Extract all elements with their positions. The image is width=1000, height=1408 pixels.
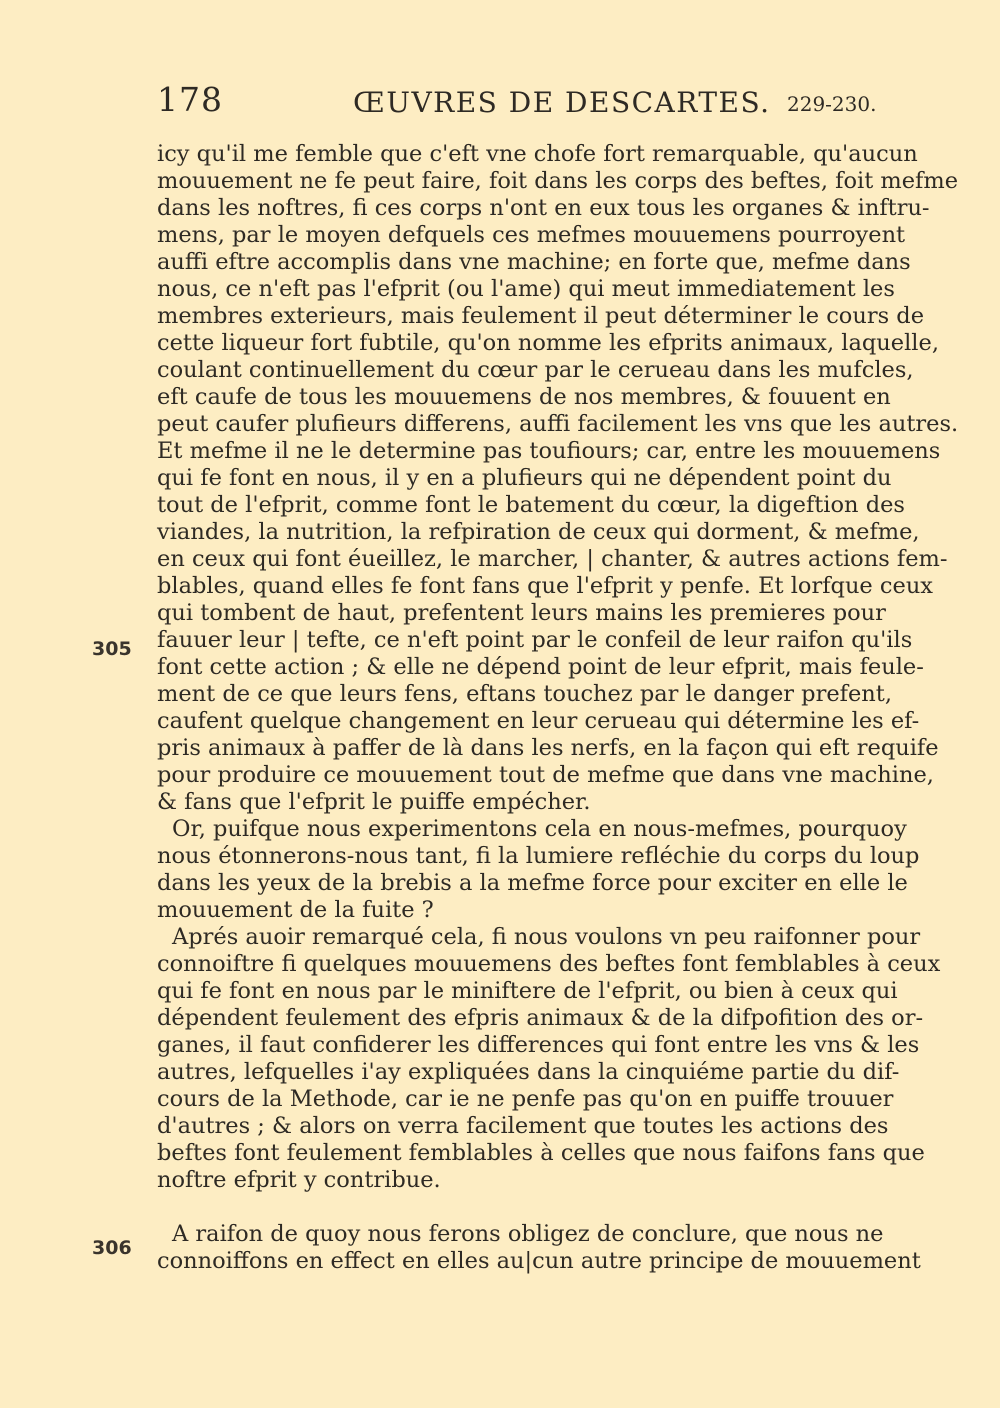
text-line: Aprés auoir remarqué cela, fi nous voulons vn peu raifonner pour [172,924,921,950]
text-line: membres exterieurs, mais feulement il peut déterminer le cours de [157,303,925,329]
text-line: viandes, la nutrition, la refpiration de ceux qui dorment, & mefme, [157,519,920,545]
text-line: nous étonnerons-nous tant, fi la lumiere refléchie du corps du loup [157,843,920,869]
text-line: qui fe font en nous par le miniftere de l'efprit, ou bien à ceux qui [157,978,898,1004]
text-line: Et mefme il ne le determine pas toufiours; car, entre les mouuemens [157,438,941,464]
text-line: eft caufe de tous les mouuemens de nos membres, & fouuent en [157,384,891,410]
text-line: mouuement ne fe peut faire, foit dans les corps des beftes, foit mefme [157,168,959,194]
margin-number: 306 [92,1237,132,1259]
text-line: d'autres ; & alors on verra facilement que toutes les actions des [157,1113,889,1139]
text-line: peut caufer plufieurs differens, auffi facilement les vns que les autres. [157,411,959,437]
text-line: dans les yeux de la brebis a la mefme force pour exciter en elle le [157,870,908,896]
text-line: ganes, il faut confiderer les differences qui font entre les vns & les [157,1032,920,1058]
text-line: connoiffons en effect en elles au|cun autre principe de mouuement [157,1248,921,1274]
text-line: qui tombent de haut, prefentent leurs mains les premieres pour [157,600,886,626]
margin-number: 305 [92,638,132,660]
text-line: blables, quand elles fe font fans que l'efprit y penfe. Et lorfque ceux [157,573,933,599]
text-line: beftes font feulement femblables à celles que nous faifons fans que [157,1140,925,1166]
text-line: en ceux qui font éueillez, le marcher, | chanter, & autres actions fem- [157,546,948,572]
page-range: 229-230. [787,92,877,116]
text-line: coulant continuellement du cœur par le cerueau dans les mufcles, [157,357,914,383]
text-line: mens, par le moyen defquels ces mefmes mouuemens pourroyent [157,222,906,248]
text-line: qui fe font en nous, il y en a plufieurs qui ne dépendent point du [157,465,892,491]
text-line: mouuement de la fuite ? [157,897,434,923]
text-line: pris animaux à paffer de là dans les nerfs, en la façon qui eft requife [157,735,939,761]
text-line: caufent quelque changement en leur cerueau qui détermine les ef- [157,708,920,734]
text-line: & fans que l'efprit le puiffe empécher. [157,789,591,815]
text-line: A raifon de quoy nous ferons obligez de conclure, que nous ne [172,1221,884,1247]
running-title: ŒUVRES DE DESCARTES. [353,86,771,119]
text-line: icy qu'il me femble que c'eft vne chofe fort remarquable, qu'aucun [157,141,918,167]
text-line: dans les noftres, fi ces corps n'ont en eux tous les organes & inftru- [157,195,930,221]
text-line: autres, lefquelles i'ay expliquées dans la cinquiéme partie du dif- [157,1059,900,1085]
text-line: Or, puifque nous experimentons cela en nous-mefmes, pourquoy [172,816,907,842]
text-line: ment de ce que leurs fens, eftans touchez par le danger prefent, [157,681,892,707]
text-line: noftre efprit y contribue. [157,1167,441,1193]
text-line: fauuer leur | tefte, ce n'eft point par le confeil de leur raifon qu'ils [157,627,913,653]
text-line: font cette action ; & elle ne dépend point de leur efprit, mais feule- [157,654,924,680]
text-line: pour produire ce mouuement tout de mefme que dans vne machine, [157,762,934,788]
text-line: dépendent feulement des efpris animaux & de la difpofition des or- [157,1005,924,1031]
text-line: cours de la Methode, car ie ne penfe pas qu'on en puiffe trouuer [157,1086,894,1112]
text-line: tout de l'efprit, comme font le batement du cœur, la digeftion des [157,492,905,518]
text-line: nous, ce n'eft pas l'efprit (ou l'ame) qui meut immediatement les [157,276,895,302]
page-number: 178 [157,80,223,119]
text-line: auffi eftre accomplis dans vne machine; en forte que, mefme dans [157,249,911,275]
text-line: cette liqueur fort fubtile, qu'on nomme les efprits animaux, laquelle, [157,330,939,356]
text-line: connoiftre fi quelques mouuemens des beftes font femblables à ceux [157,951,941,977]
